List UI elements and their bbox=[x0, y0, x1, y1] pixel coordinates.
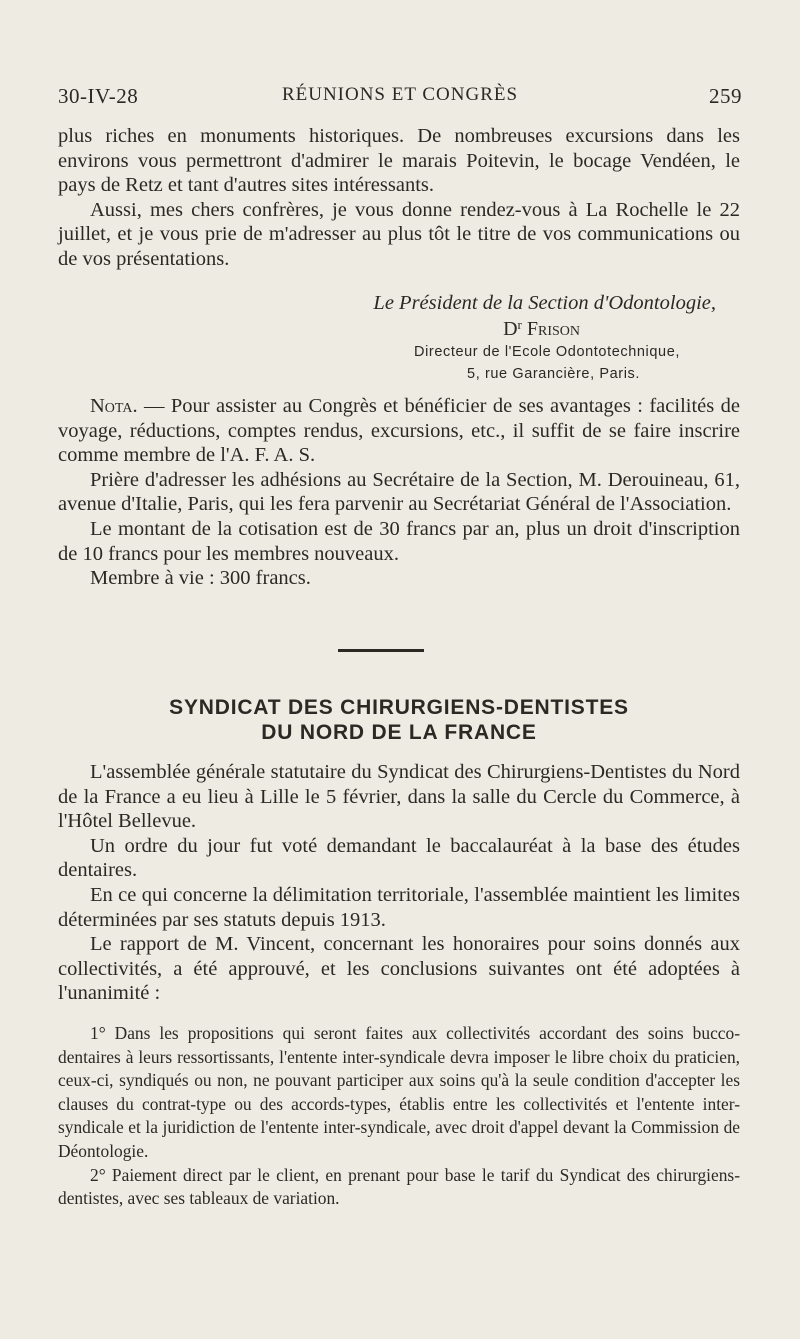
running-header bbox=[58, 84, 742, 114]
signature-name-sup: r bbox=[517, 317, 522, 332]
section-text bbox=[58, 760, 740, 1006]
signature-line-2: 5, rue Garancière, Paris. bbox=[467, 366, 640, 382]
signature-name bbox=[58, 317, 740, 341]
signature-name-prefix: D bbox=[503, 318, 518, 340]
signature-title: Le Président de la Section d'Odontologie, bbox=[373, 292, 716, 314]
nota-paragraph bbox=[58, 394, 740, 468]
signature-line-1: Directeur de l'Ecole Odontotechnique, bbox=[414, 344, 680, 360]
header-date: 30-IV-28 bbox=[58, 84, 139, 108]
header-title: RÉUNIONS ET CONGRÈS bbox=[281, 84, 519, 105]
section-title bbox=[58, 695, 740, 745]
nota-paragraph: Le montant de la cotisation est de 30 francs par an, plus un droit d'inscription de 10 francs pour les membres nouveaux. bbox=[58, 517, 740, 565]
section-title-line-1: SYNDICAT DES CHIRURGIENS-DENTISTES bbox=[169, 696, 629, 719]
signature-surname: Frison bbox=[526, 318, 580, 340]
nota-paragraph: Membre à vie : 300 francs. bbox=[90, 567, 311, 590]
nota-paragraph: Prière d'adresser les adhésions au Secrétaire de la Section, M. Derouineau, 61, avenue d'Italie, Paris, qui les fera parvenir au Secrétariat Général de l'Association. bbox=[58, 468, 740, 516]
conclusion-item: 2° Paiement direct par le client, en prenant pour base le tarif du Syndicat des chirurgiens-dentistes, avec ses tableaux de variation. bbox=[58, 1164, 740, 1209]
section-paragraph: Le rapport de M. Vincent, concernant les honoraires pour soins donnés aux collectivités, a été approuvé, et les conclusions suivantes ont été adoptées à l'unanimité : bbox=[58, 933, 740, 1005]
conclusion-item: 1° Dans les propositions qui seront faites aux collectivités accordant des soins bucco-dentaires à leurs ressortissants, l'entente inter-syndicale devra imposer le libre choix du praticien, ceux-ci, syndiqués ou non, ne pouvant participer aux soins qu'à la seule condition d'accepter les clauses du contrat-type ou des accords-types, établis entre les collectivités et l'entente inter-syndicale et la juridiction de l'entente inter-syndicale, avec droit d'appel devant la Commission de Déontologie. bbox=[58, 1023, 740, 1161]
section-paragraph: L'assemblée générale statutaire du Syndicat des Chirurgiens-Dentistes du Nord de la France a eu lieu à Lille le 5 février, dans la salle du Cercle du Commerce, à l'Hôtel Bellevue. bbox=[58, 761, 740, 833]
nota-body: — Pour assister au Congrès et bénéficier de ses avantages : facilités de voyage, réductions, comptes rendus, excursions, etc., il suffit de se faire inscrire comme membre de l'A. F. A. S. bbox=[58, 395, 740, 467]
intro-paragraph: Aussi, mes chers confrères, je vous donne rendez-vous à La Rochelle le 22 juillet, et je vous prie de m'adresser au plus tôt le titre de vos communications ou de vos présentations. bbox=[58, 198, 740, 270]
intro-paragraph: plus riches en monuments historiques. De nombreuses excursions dans les environs vous permettront d'admirer le marais Poitevin, le bocage Vendéen, le pays de Retz et tant d'autres sites intéressants. bbox=[58, 125, 740, 197]
nota-label: Nota. bbox=[90, 395, 138, 417]
section-divider bbox=[338, 649, 424, 652]
section-paragraph: Un ordre du jour fut voté demandant le baccalauréat à la base des études dentaires. bbox=[58, 834, 740, 882]
section-paragraph: En ce qui concerne la délimitation territoriale, l'assemblée maintient les limites déterminées par ses statuts depuis 1913. bbox=[58, 883, 740, 931]
nota-text bbox=[58, 394, 740, 591]
page-number: 259 bbox=[709, 84, 742, 108]
conclusions-text bbox=[58, 1022, 740, 1211]
intro-text bbox=[58, 124, 740, 272]
signature-block bbox=[58, 292, 740, 385]
section-title-line-2: DU NORD DE LA FRANCE bbox=[261, 721, 537, 744]
